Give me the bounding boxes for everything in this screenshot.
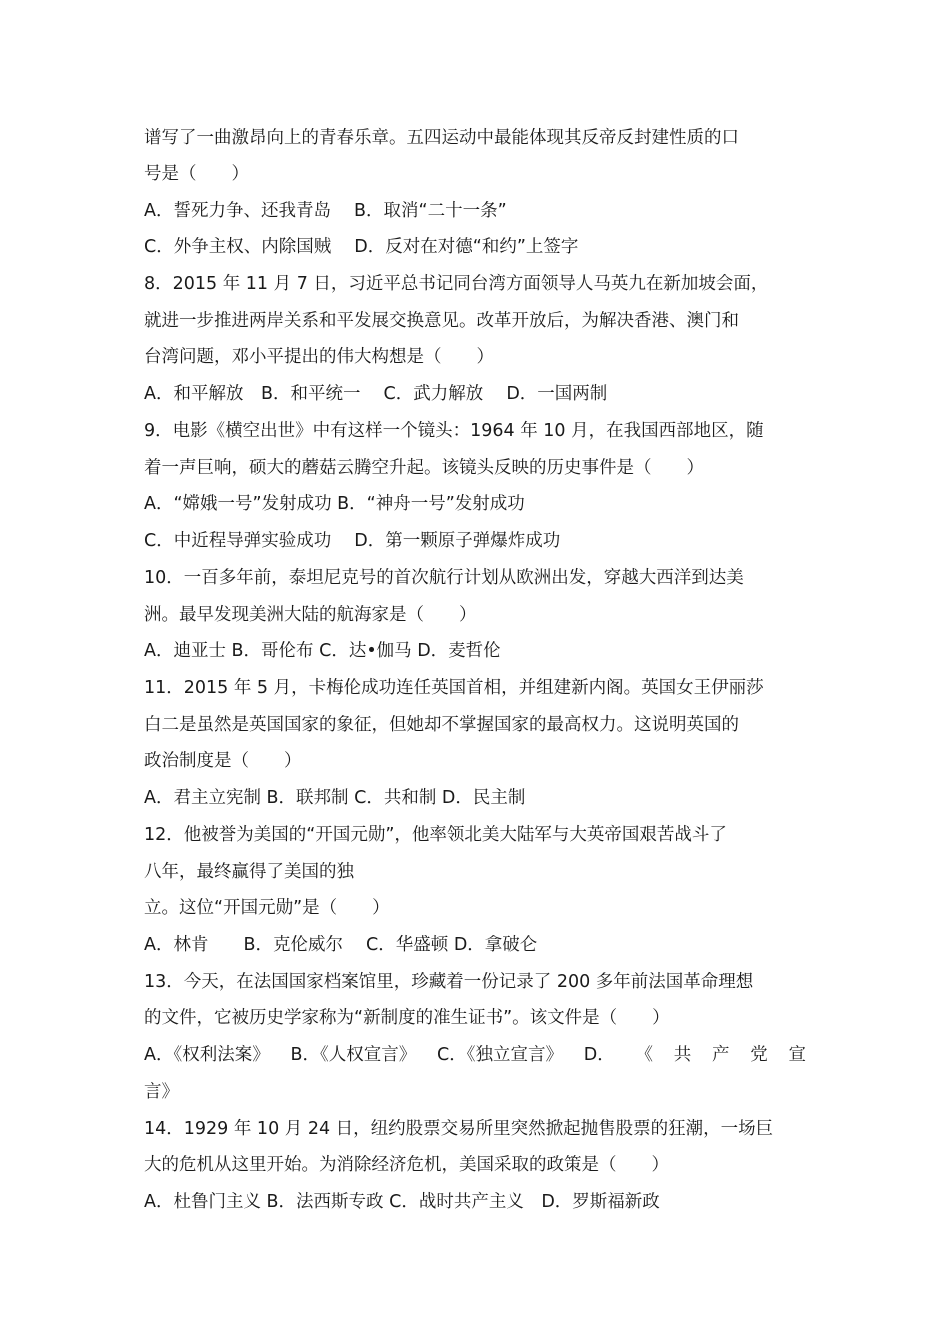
q13-options-wrap: 言》 [144,1082,179,1102]
q13-option-d-char: 宣 [788,1045,806,1065]
q13-stem-line-2: 的文件，它被历史学家称为“新制度的准生证书”。该文件是（ ） [144,1008,670,1028]
q14-stem-line-2: 大的危机从这里开始。为消除经济危机，美国采取的政策是（ ） [144,1155,669,1175]
q9-stem-line-1: 9．电影《横空出世》中有这样一个镜头：1964 年 10 月，在我国西部地区，随 [144,421,764,441]
q12-stem-line-2: 八年，最终赢得了美国的独 [144,862,354,882]
q8-stem-line-3: 台湾问题，邓小平提出的伟大构想是（ ） [144,347,494,367]
q9-stem-line-2: 着一声巨响，硕大的蘑菇云腾空升起。该镜头反映的历史事件是（ ） [144,458,704,478]
q10-stem-line-2: 洲。最早发现美洲大陆的航海家是（ ） [144,605,477,625]
q8-stem-line-2: 就进一步推进两岸关系和平发展交换意见。改革开放后，为解决香港、澳门和 [144,311,739,331]
q13-option-d-char: 《 [635,1045,653,1065]
q9-options-cd: C．中近程导弹实验成功 D．第一颗原子弹爆炸成功 [144,531,561,551]
q11-stem-line-3: 政治制度是（ ） [144,751,302,771]
q13-option-a: A．《权利法案》 [144,1045,270,1065]
q14-stem-line-1: 14．1929 年 10 月 24 日，纽约股票交易所里突然掀起抛售股票的狂潮，一场巨 [144,1119,774,1139]
q10-options: A．迪亚士 B．哥伦布 C．达•伽马 D．麦哲伦 [144,641,501,661]
q12-options: A．林肯 B．克伦威尔 C．华盛顿 D．拿破仑 [144,935,538,955]
q7-stem-line-1: 谱写了一曲激昂向上的青春乐章。五四运动中最能体现其反帝反封建性质的口 [144,128,739,148]
q11-stem-line-2: 白二是虽然是英国国家的象征，但她却不掌握国家的最高权力。这说明英国的 [144,715,739,735]
q14-options: A．杜鲁门主义 B．法西斯专政 C．战时共产主义 D．罗斯福新政 [144,1192,660,1212]
q13-stem-line-1: 13．今天，在法国国家档案馆里，珍藏着一份记录了 200 多年前法国革命理想 [144,972,754,992]
q12-stem-line-1: 12．他被誉为美国的“开国元勋”，他率领北美大陆军与大英帝国艰苦战斗了 [144,825,727,845]
q7-options-ab: A．誓死力争、还我青岛 B．取消“二十一条” [144,201,507,221]
q13-option-c: C．《独立宣言》 [437,1045,563,1065]
q11-options: A．君主立宪制 B．联邦制 C．共和制 D．民主制 [144,788,526,808]
q13-option-d-char: D． [583,1045,615,1065]
q13-option-d-char: 产 [711,1045,730,1065]
q13-option-d-char: 共 [673,1045,692,1065]
q13-option-b: B．《人权宣言》 [290,1045,417,1065]
q8-stem-line-1: 8．2015 年 11 月 7 日，习近平总书记同台湾方面领导人马英九在新加坡会面， [144,274,769,294]
q7-options-cd: C．外争主权、内除国贼 D．反对在对德“和约”上签字 [144,237,579,257]
q8-options: A．和平解放 B．和平统一 C．武力解放 D．一国两制 [144,384,608,404]
q7-stem-line-2: 号是（ ） [144,164,249,184]
q9-options-ab: A．“嫦娥一号”发射成功 B．“神舟一号”发射成功 [144,494,525,514]
q12-stem-line-3: 立。这位“开国元勋”是（ ） [144,898,390,918]
q10-stem-line-1: 10．一百多年前，泰坦尼克号的首次航行计划从欧洲出发，穿越大西洋到达美 [144,568,744,588]
q13-option-d-char: 党 [750,1045,768,1065]
q11-stem-line-1: 11．2015 年 5 月，卡梅伦成功连任英国首相，并组建新内阁。英国女王伊丽莎 [144,678,764,698]
q13-options [144,1043,806,1067]
